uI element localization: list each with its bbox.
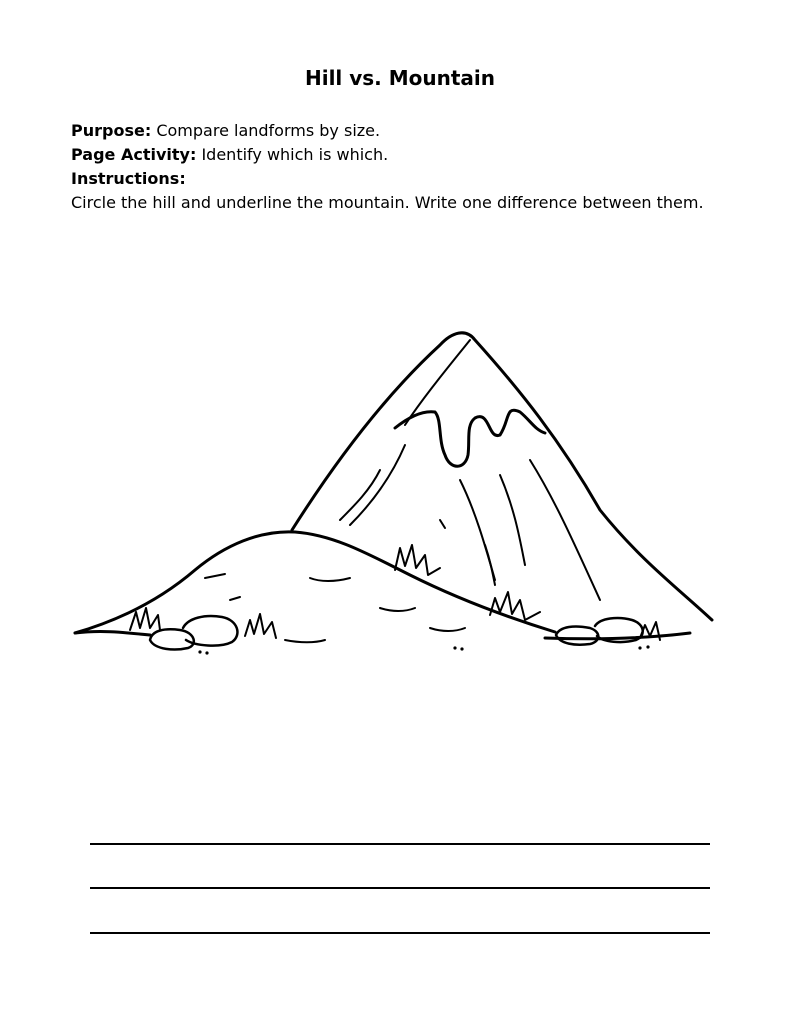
instructions-text: Circle the hill and underline the mountain. Write one difference between them. [71,193,704,212]
activity-label: Page Activity: [71,145,197,164]
activity-row [71,143,771,167]
instructions-row [71,167,771,191]
hill-mountain-illustration [60,320,740,665]
page-title: Hill vs. Mountain [304,66,496,90]
snow-cap-icon [395,410,545,466]
purpose-label: Purpose: [71,121,152,140]
purpose-row [71,119,771,143]
purpose-text: Compare landforms by size. [156,121,381,140]
activity-text: Identify which is which. [201,145,389,164]
answer-line[interactable] [90,932,710,934]
instructions-label: Instructions: [71,169,186,188]
instructions-block [71,119,771,215]
rocks-icon [150,616,643,649]
answer-line[interactable] [90,887,710,889]
answer-line[interactable] [90,843,710,845]
mountain-outline [292,333,712,620]
